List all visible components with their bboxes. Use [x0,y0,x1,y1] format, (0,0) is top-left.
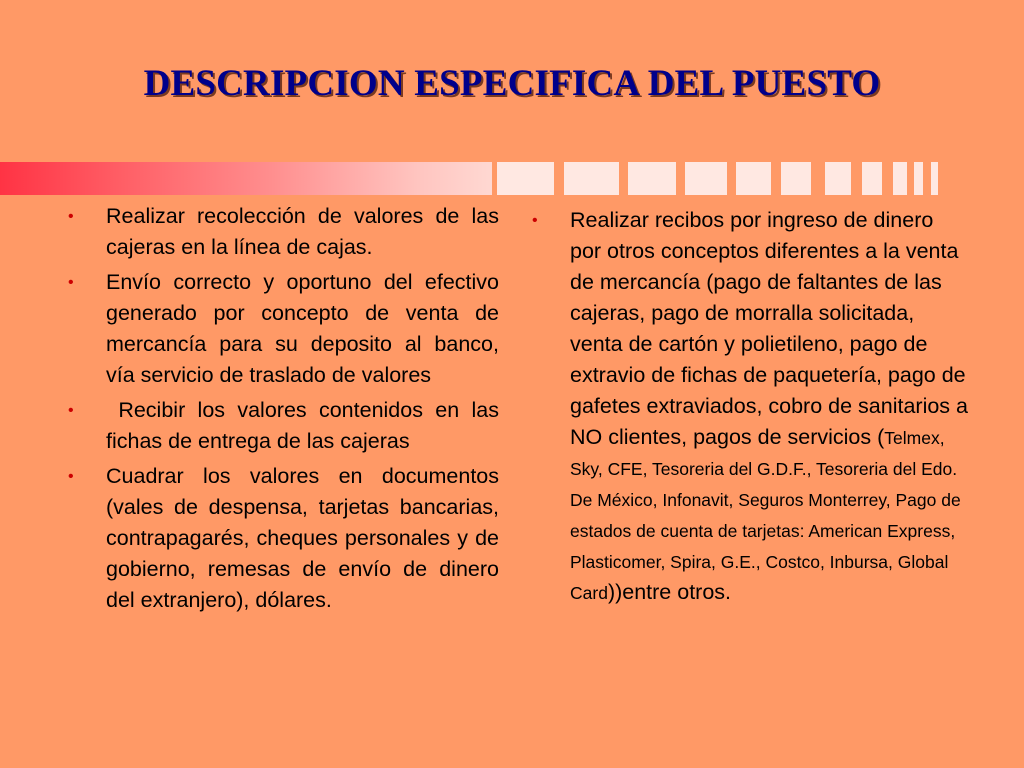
bar-block [628,162,676,195]
list-item [68,395,505,457]
decorative-gradient-bar [0,162,940,195]
bar-block [931,162,938,195]
bar-block [781,162,811,195]
list-item [532,205,970,608]
bar-block [825,162,851,195]
list-item-text-services: Telmex, Sky, CFE, Tesoreria del G.D.F., Tesoreria del Edo. De México, Infonavit, Seguros Monterrey, Pago de estados de cuenta de tarjetas: American Express, Plasticomer, Spira, G.E., Costco, Inbursa, Global Card [570,428,961,603]
left-bullet-list [68,201,505,620]
bullet-icon: • [68,468,74,485]
right-bullet-list [532,205,970,612]
bullet-icon: • [532,212,538,229]
list-item-text-main: Realizar recibos por ingreso de dinero por otros conceptos diferentes a la venta de mercancía (pago de faltantes de las cajeras, pago de morralla solicitada, venta de cartón y polietileno, pago de extravio de fichas de paquetería, pago de gafetes extraviados, cobro de sanitarios a NO clientes, pagos de servicios ( [570,208,968,449]
bar-block [914,162,923,195]
bullet-icon: • [68,402,74,419]
gradient-strip [0,162,492,195]
bar-block [736,162,771,195]
bullet-icon: • [68,274,74,291]
list-item [68,267,499,391]
list-item [68,201,499,263]
bar-block [685,162,727,195]
list-item-text: Cuadrar los valores en documentos (vales de despensa, tarjetas bancarias, contrapagarés, cheques personales y de gobierno, remesas de envío de dinero del extranjero), dólares. [106,464,499,612]
bar-block [564,162,619,195]
list-item [68,461,499,616]
list-item-text-end: ))entre otros. [607,580,732,604]
list-item-text: Envío correcto y oportuno del efectivo generado por concepto de venta de mercancía para su deposito al banco, vía servicio de traslado de valores [106,270,499,387]
bar-block [862,162,882,195]
slide-title: DESCRIPCION ESPECIFICA DEL PUESTO [143,63,881,104]
bar-block [497,162,554,195]
list-item-text: Recibir los valores contenidos en las fichas de entrega de las cajeras [106,398,505,453]
list-item-text: Realizar recolección de valores de las cajeras en la línea de cajas. [106,204,499,259]
bullet-icon: • [68,208,74,225]
bar-block [893,162,907,195]
